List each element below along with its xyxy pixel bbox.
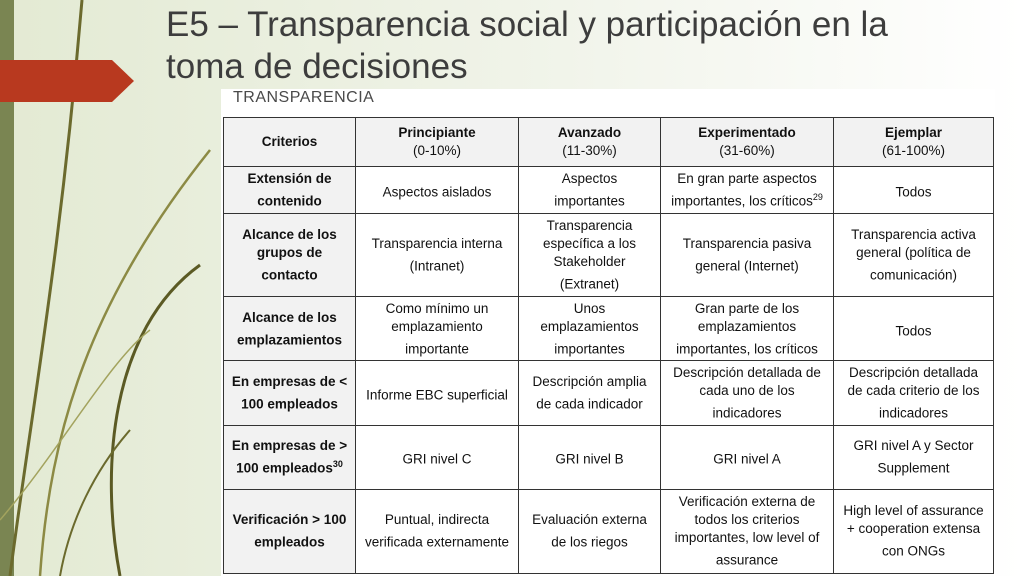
table-cell [356, 425, 519, 489]
criterion-cell [224, 297, 356, 361]
criterion-cell [224, 425, 356, 489]
cell-text: Aspectos aislados [382, 184, 492, 200]
title-line-1: E5 – Transparencia social y participación en la [166, 5, 888, 44]
header-principiante [356, 118, 519, 167]
cell-text: GRI nivel C [402, 451, 472, 467]
cell-text: Descripción amplia de cada indicador [532, 373, 647, 412]
table-cell [834, 167, 994, 214]
table-row [224, 297, 994, 361]
header-range: (11-30%) [562, 143, 617, 158]
criterion-label: Extensión de contenido [247, 170, 332, 209]
table-cell [356, 297, 519, 361]
cell-text: Puntual, indirecta verificada externamente [364, 512, 510, 550]
criterion-label: Alcance de los emplazamientos [236, 309, 343, 348]
table-cell [834, 489, 994, 573]
header-experimentado [661, 118, 834, 167]
table-cell [519, 425, 661, 489]
header-avanzado [519, 118, 661, 167]
header-range: (0-10%) [412, 143, 461, 158]
cell-text: GRI nivel A y Sector Supplement [853, 437, 974, 476]
cell-text: Todos [895, 184, 932, 200]
header-label: Avanzado [557, 125, 622, 140]
cell-text: En gran parte aspectos importantes, los críticos [671, 170, 817, 209]
header-label: Principiante [398, 125, 476, 140]
section-title: TRANSPARENCIA [233, 89, 375, 106]
table-cell [834, 361, 994, 425]
table-cell [834, 214, 994, 297]
header-label: Criterios [261, 134, 318, 149]
cell-text: Unos emplazamientos importantes [540, 300, 639, 357]
transparency-table [223, 117, 994, 574]
cell-text: GRI nivel A [713, 451, 781, 467]
table-cell [356, 489, 519, 573]
criterion-label: Verificación > 100 empleados [232, 512, 347, 550]
header-label: Ejemplar [884, 125, 943, 140]
cell-text: GRI nivel B [555, 451, 624, 467]
slide-title [166, 4, 1006, 88]
table-cell [661, 489, 834, 573]
table-row [224, 167, 994, 214]
cell-text: High level of assurance + cooperation extensa con ONGs [843, 503, 984, 559]
criterion-label: Alcance de los grupos de contacto [242, 226, 337, 283]
cell-text: Transparencia específica a los Stakeholder (Extranet) [542, 217, 637, 292]
table-cell [519, 297, 661, 361]
table-cell [834, 425, 994, 489]
table-cell [661, 167, 834, 214]
criterion-label: En empresas de > 100 empleados [231, 437, 348, 476]
cell-text: Evaluación externa de los riegos [532, 512, 647, 550]
cell-text: Todos [895, 323, 932, 339]
table-cell [519, 489, 661, 573]
accent-arrow [0, 60, 134, 102]
header-range: (61-100%) [881, 143, 946, 158]
criterion-cell [224, 361, 356, 425]
criterion-cell [224, 489, 356, 573]
table-cell [356, 167, 519, 214]
footnote-ref: 29 [812, 191, 823, 202]
cell-text: Descripción detallada de cada criterio de los indicadores [847, 364, 980, 421]
header-label: Experimentado [698, 125, 796, 140]
header-ejemplar [834, 118, 994, 167]
table-cell [661, 214, 834, 297]
cell-text: Gran parte de los emplazamientos importantes, los críticos [676, 300, 818, 357]
table-cell [834, 297, 994, 361]
header-criterios [224, 118, 356, 167]
table-row [224, 361, 994, 425]
table-cell [519, 214, 661, 297]
table-cell [356, 361, 519, 425]
cell-text: Como mínimo un emplazamiento importante [385, 300, 489, 357]
cell-text: Transparencia activa general (política de comunicación) [851, 226, 976, 283]
cell-text: Descripción detallada de cada uno de los indicadores [673, 364, 821, 421]
table-cell [519, 361, 661, 425]
cell-text: Transparencia pasiva general (Internet) [682, 235, 812, 274]
table-row [224, 425, 994, 489]
table-row [224, 489, 994, 573]
table-row [224, 214, 994, 297]
cell-text: Informe EBC superficial [366, 387, 508, 403]
cell-text: Aspectos importantes [554, 170, 625, 209]
table-cell [356, 214, 519, 297]
table-cell [661, 297, 834, 361]
criterion-cell [224, 167, 356, 214]
table-cell [519, 167, 661, 214]
cell-text: Verificación externa de todos los criterios importantes, low level of assurance [674, 494, 820, 568]
title-line-2: toma de decisiones [166, 47, 468, 86]
table-panel [221, 89, 995, 576]
criterion-label: En empresas de < 100 empleados [231, 373, 348, 412]
table-cell [661, 361, 834, 425]
cell-text: Transparencia interna (Intranet) [371, 235, 503, 274]
header-row [224, 118, 994, 167]
header-range: (31-60%) [719, 143, 775, 158]
criterion-cell [224, 214, 356, 297]
table-cell [661, 425, 834, 489]
footnote-ref: 30 [332, 458, 343, 469]
